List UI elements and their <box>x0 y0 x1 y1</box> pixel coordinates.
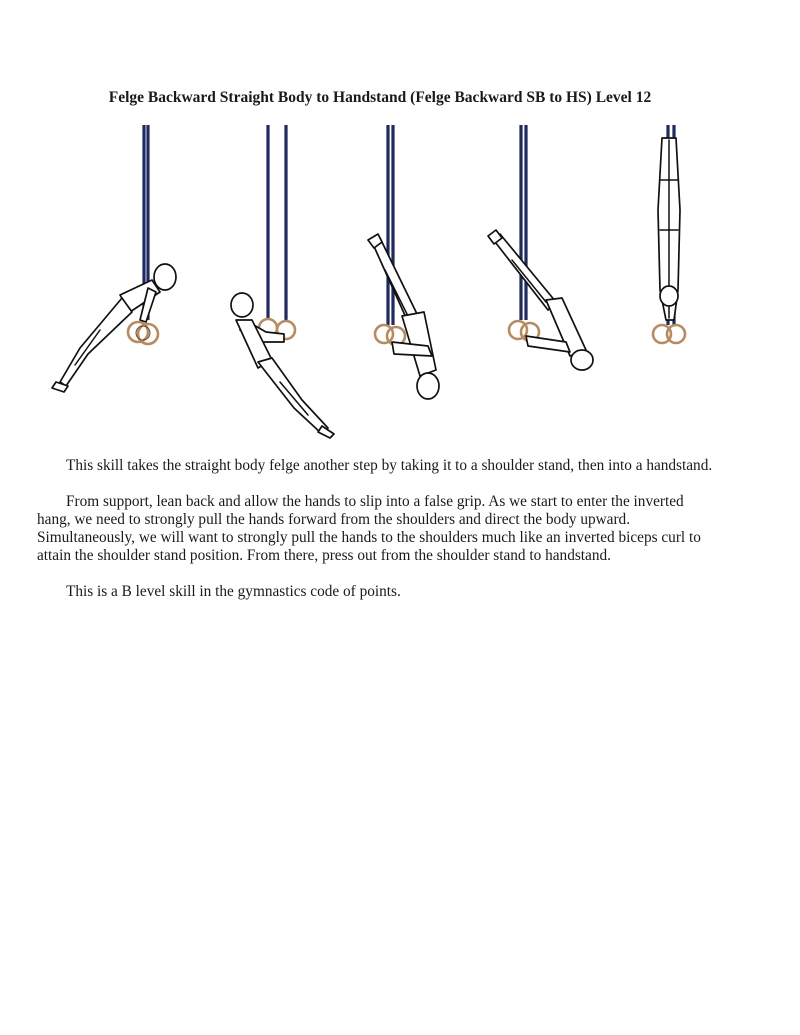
skill-sequence-svg <box>40 120 740 445</box>
frame-shoulder-stand <box>488 125 593 370</box>
frame-support-lean-back <box>52 125 176 392</box>
page-title: Felge Backward Straight Body to Handstand (Felge Backward SB to HS) Level 12 <box>108 89 652 106</box>
body-text <box>37 457 717 619</box>
frame-shoulder-stand-entry <box>368 125 439 399</box>
paragraph-code-of-points: This is a B level skill in the gymnastics code of points. <box>66 583 401 600</box>
paragraph-intro: This skill takes the straight body felge another step by taking it to a shoulder stand, then into a handstand. <box>66 457 713 474</box>
frame-handstand <box>653 125 685 343</box>
frame-inverted-hang-pull <box>231 125 334 438</box>
skill-illustration <box>40 120 740 445</box>
paragraph-technique: From support, lean back and allow the hands to slip into a false grip. As we start to enter the inverted hang, we need to strongly pull the hands forward from the shoulders and direct the body upward. Simultaneously, we will want to strongly pull the hands to the shoulders much like an inverted biceps curl to attain the shoulder stand position. From there, press out from the shoulder stand to handstand. <box>37 493 701 564</box>
